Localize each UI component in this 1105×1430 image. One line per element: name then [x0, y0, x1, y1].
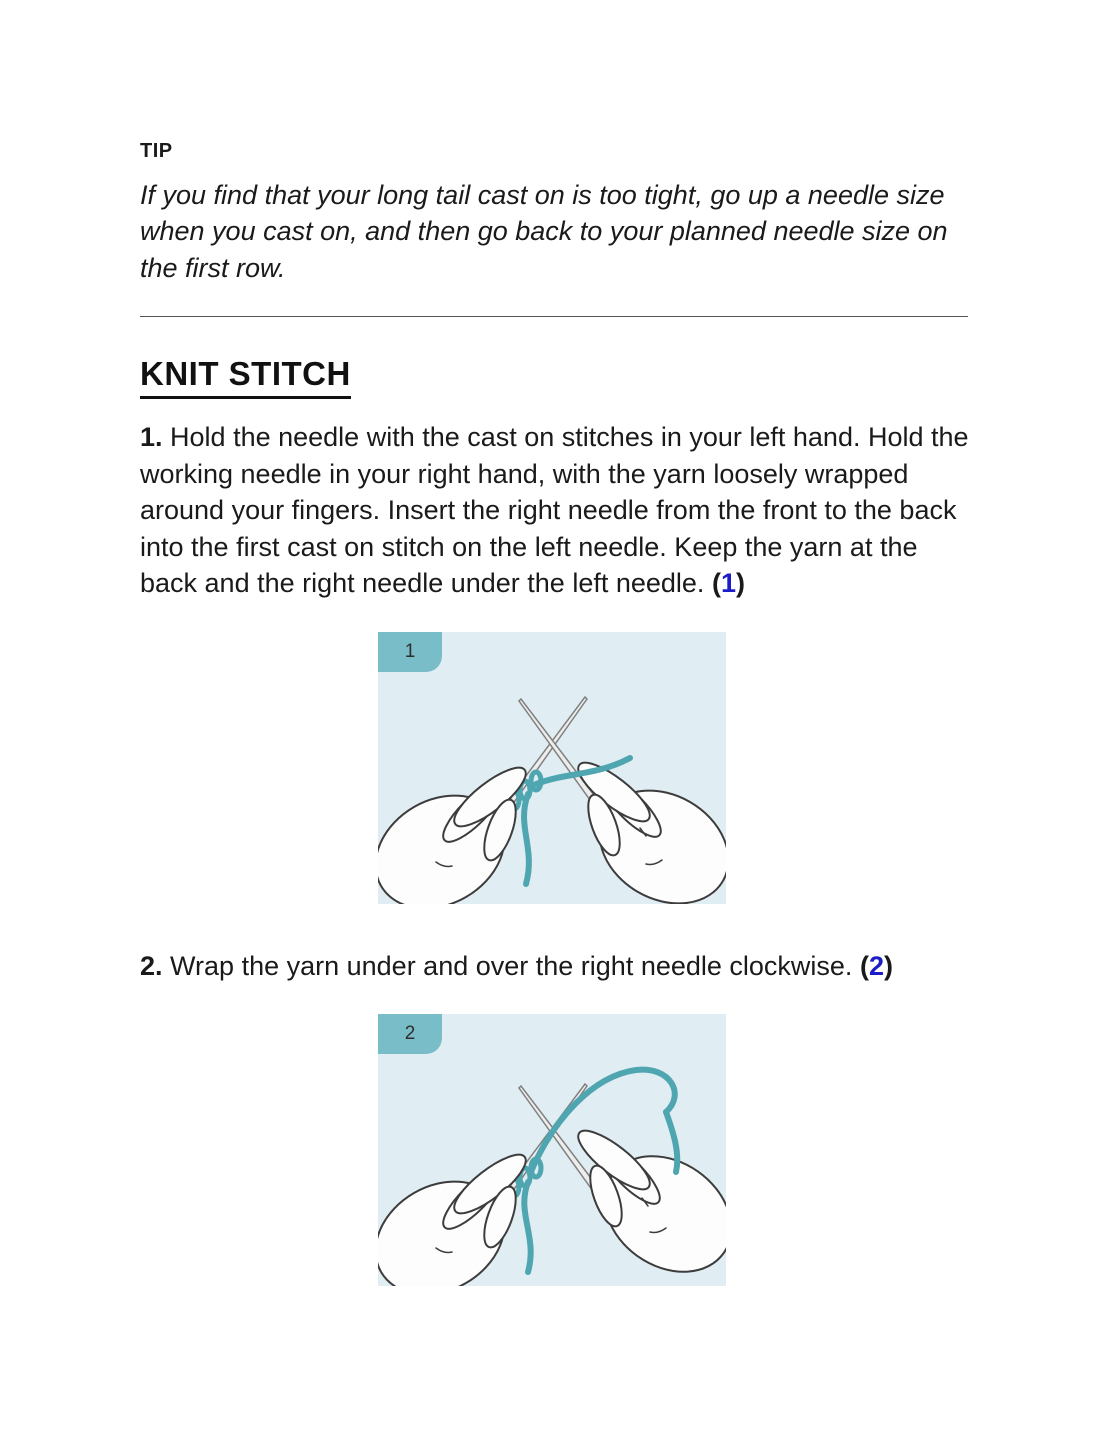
figure-2-number: 2: [404, 1022, 416, 1044]
knitting-illustration-step-1: [378, 632, 726, 904]
section-title-text: KNIT STITCH: [140, 355, 351, 399]
section-title: [140, 355, 970, 399]
step-2-number: 2.: [140, 950, 163, 981]
right-hand: [571, 1122, 726, 1286]
yarn-strand-hanging: [524, 1182, 530, 1272]
step-paragraph-2: [140, 948, 970, 984]
figure-reference-1: [712, 568, 745, 598]
knitting-illustration-step-2: [378, 1014, 726, 1286]
figure-reference-number: 1: [720, 568, 736, 599]
figure-reference-number: 2: [868, 950, 884, 981]
figure-2: [378, 1014, 726, 1286]
figure-1: [378, 632, 726, 904]
right-hand: [571, 753, 726, 903]
figure-2-number-tab: [378, 1014, 442, 1054]
step-2-text: Wrap the yarn under and over the right needle clockwise.: [170, 950, 853, 981]
yarn-strand-hanging: [524, 794, 529, 884]
tip-text: If you find that your long tail cast on is too tight, go up a needle size when you cast on, and then go back to your planned needle size on the first row.: [140, 180, 948, 283]
figure-reference-close-paren: ): [735, 568, 745, 599]
step-1-text: Hold the needle with the cast on stitches in your left hand. Hold the working needle in your right hand, with the yarn loosely wrapped around your fingers. Insert the right needle from the front to the back into the first cast on stitch on the left needle. Keep the yarn at the back and the right needle under the left needle.: [140, 422, 969, 599]
figure-1-number-tab: [378, 632, 442, 672]
section-divider: [140, 316, 968, 317]
figure-reference-open-paren: (: [859, 950, 869, 981]
left-hand: [378, 758, 533, 903]
figure-reference-open-paren: (: [711, 568, 721, 599]
step-1-number: 1.: [140, 422, 163, 453]
page-content: [140, 140, 970, 1286]
left-hand: [378, 1146, 533, 1286]
figure-reference-close-paren: ): [883, 950, 893, 981]
tip-label: TIP: [140, 140, 173, 162]
figure-1-number: 1: [404, 640, 416, 662]
figure-reference-2: [860, 951, 893, 981]
step-paragraph-1: [140, 419, 970, 601]
